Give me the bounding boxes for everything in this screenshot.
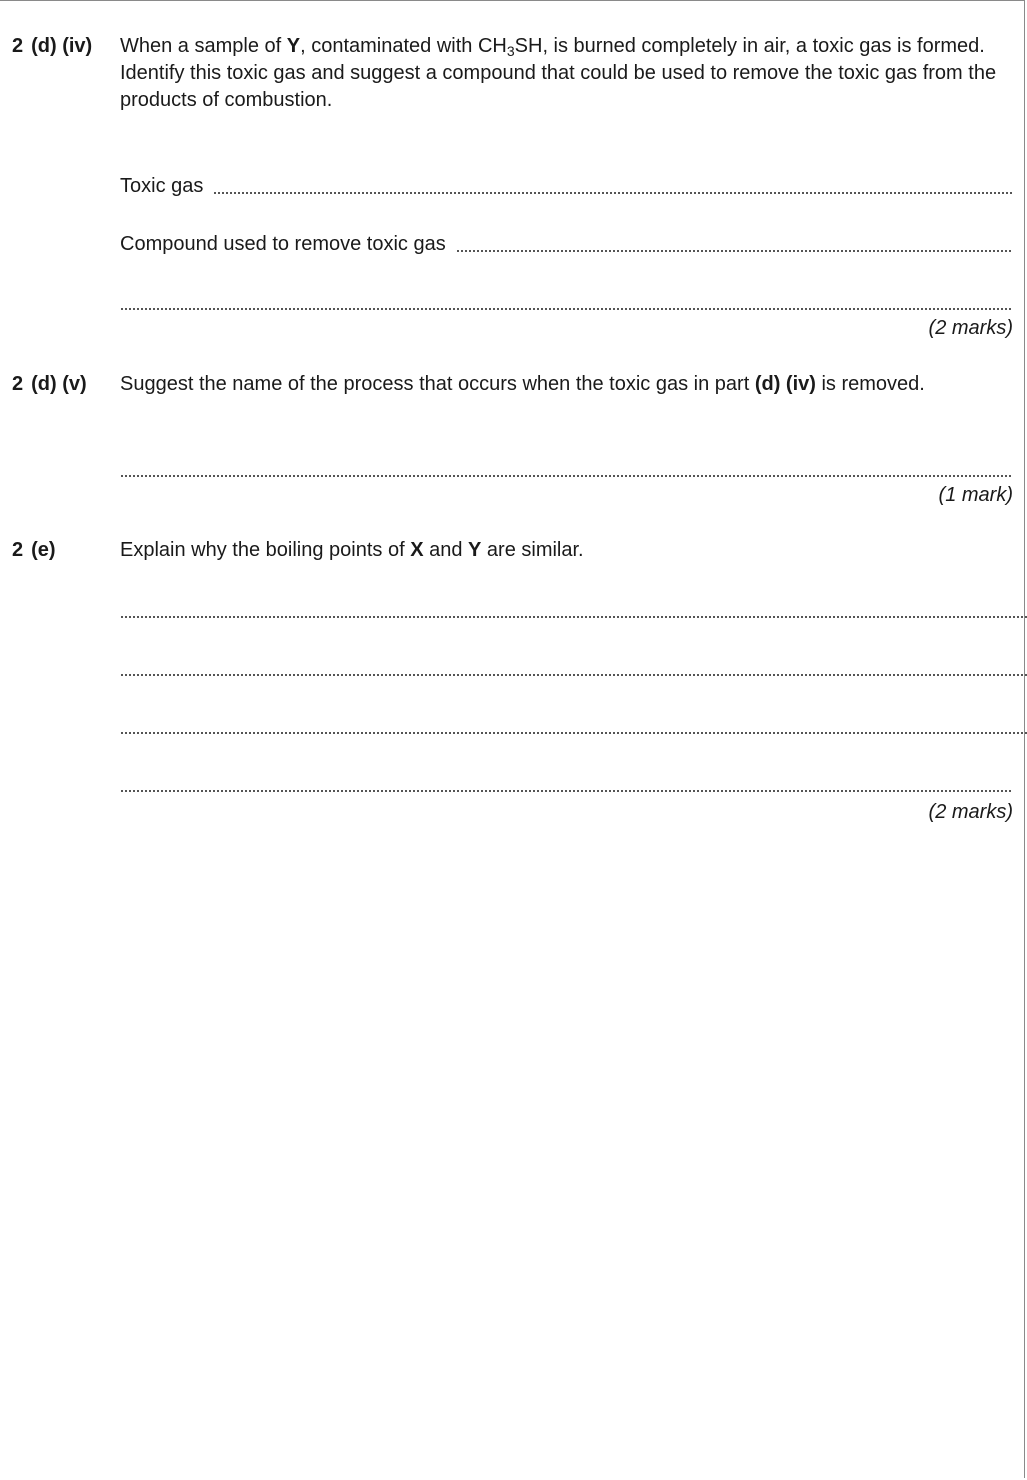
- stem-text-1: When a sample of: [120, 35, 287, 57]
- dotted-line: [120, 307, 1013, 311]
- dotted-line: [120, 474, 1013, 478]
- marks-label: (1 mark): [938, 484, 1013, 506]
- question-number: [12, 33, 92, 60]
- answer-line-compound[interactable]: [120, 231, 1013, 258]
- answer-line-toxic-gas[interactable]: [120, 173, 1013, 200]
- dotted-line: [120, 673, 1027, 677]
- stem-text-2: , contaminated with CH: [300, 35, 507, 57]
- answer-line[interactable]: [120, 655, 1027, 682]
- stem-text-3: are similar.: [481, 539, 584, 561]
- answer-line-extra[interactable]: [120, 289, 1013, 316]
- question-stem: [120, 537, 1015, 564]
- answer-line[interactable]: [120, 597, 1027, 624]
- stem-text-2: is removed.: [815, 373, 925, 395]
- question-text: [120, 371, 960, 398]
- answer-line[interactable]: [120, 771, 1013, 798]
- question-text: [120, 537, 1015, 564]
- question-part: (d) (v): [31, 373, 87, 395]
- stem-text-2: and: [423, 539, 469, 561]
- question-number-main: 2: [12, 539, 24, 561]
- question-number-main: 2: [12, 35, 24, 57]
- dotted-line: [120, 789, 1013, 793]
- question-number: [12, 537, 56, 564]
- stem-bold-y: Y: [468, 539, 482, 561]
- dotted-line: [120, 615, 1027, 619]
- stem-bold-x: X: [410, 539, 424, 561]
- marks-label: (2 marks): [928, 801, 1013, 823]
- dotted-line: [120, 731, 1027, 735]
- question-part: (e): [31, 539, 56, 561]
- stem-text-1: Suggest the name of the process that occurs when the toxic gas in part: [120, 373, 755, 395]
- question-number: [12, 371, 87, 398]
- question-stem: [120, 371, 960, 398]
- question-number-main: 2: [12, 373, 24, 395]
- answer-label-toxic-gas: Toxic gas: [120, 175, 204, 197]
- dotted-line: [213, 191, 1013, 195]
- stem-bold-y: Y: [286, 35, 301, 57]
- stem-text-3: SH, is burned completely in air, a toxic gas is formed.: [514, 35, 985, 57]
- question-stem: [120, 33, 1015, 60]
- dotted-line: [456, 249, 1013, 253]
- answer-line[interactable]: [120, 456, 1013, 483]
- question-instruction: Identify this toxic gas and suggest a compound that could be used to remove the toxic gas from the products of combustion.: [120, 62, 997, 111]
- answer-label-compound: Compound used to remove toxic gas: [120, 233, 446, 255]
- answer-line[interactable]: [120, 713, 1027, 740]
- question-part: (d) (iv): [31, 35, 93, 57]
- stem-subscript: 3: [506, 43, 515, 59]
- marks-label: (2 marks): [928, 317, 1013, 339]
- question-text: [120, 33, 1015, 114]
- stem-bold-part-ref: (d) (iv): [754, 373, 816, 395]
- stem-text-1: Explain why the boiling points of: [120, 539, 411, 561]
